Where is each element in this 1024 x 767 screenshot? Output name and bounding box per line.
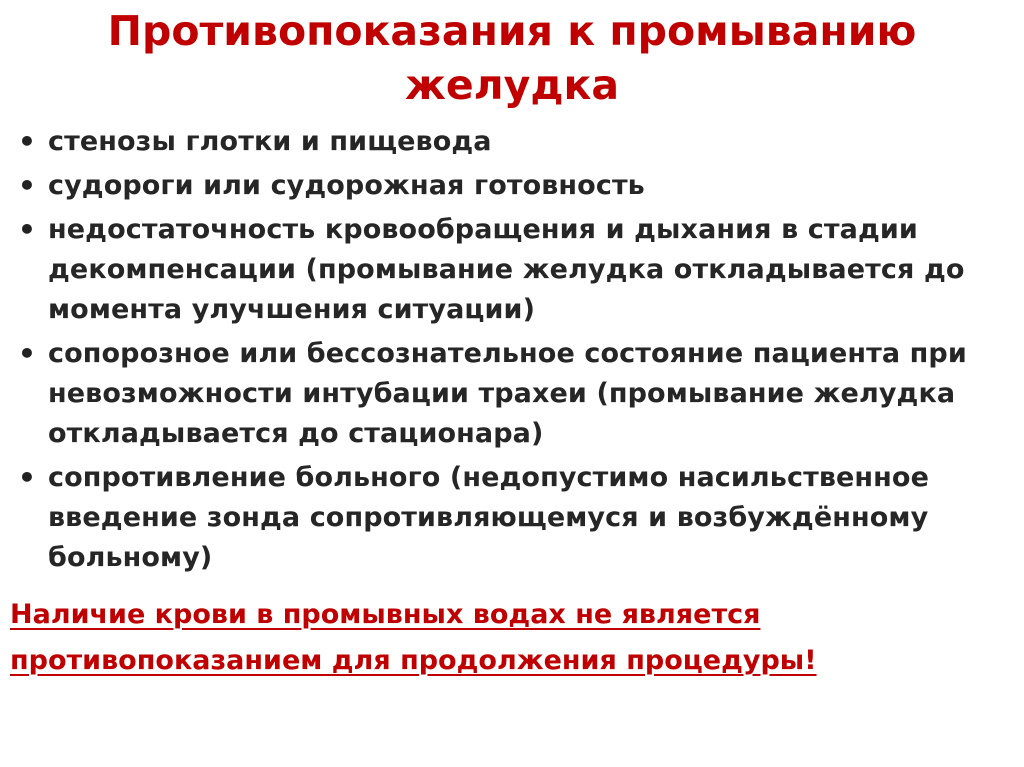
- bullet-icon: •: [18, 169, 36, 202]
- list-item-text: стенозы глотки и пищевода: [48, 126, 492, 157]
- contraindications-list: [16, 122, 1006, 582]
- list-item: [16, 122, 1006, 162]
- list-item-text: сопорозное или бессознательное состояние пациента при невозможности интубации трахеи (промывание желудка откладывается до стационара): [48, 338, 967, 449]
- list-item: [16, 458, 1006, 578]
- bullet-icon: •: [18, 125, 36, 158]
- list-item-text: судороги или судорожная готовность: [48, 170, 645, 201]
- bullet-icon: •: [18, 461, 36, 494]
- warning-note-line: [10, 638, 1000, 684]
- warning-note-line: [10, 592, 1000, 638]
- list-item: [16, 166, 1006, 206]
- warning-note: [10, 592, 1000, 684]
- list-item-text: сопротивление больного (недопустимо насильственное введение зонда сопротивляющемуся и возбуждённому больному): [48, 462, 929, 573]
- list-item: [16, 334, 1006, 454]
- list-item-text: недостаточность кровообращения и дыхания в стадии декомпенсации (промывание желудка откладывается до момента улучшения ситуации): [48, 214, 965, 325]
- warning-note-text: противопоказанием для продолжения процедуры!: [10, 645, 817, 676]
- list-item: [16, 210, 1006, 330]
- bullet-icon: •: [18, 213, 36, 246]
- warning-note-text: Наличие крови в промывных водах не является: [10, 599, 761, 630]
- slide-title: Противопоказания к промыванию желудка: [107, 7, 917, 109]
- bullet-icon: •: [18, 337, 36, 370]
